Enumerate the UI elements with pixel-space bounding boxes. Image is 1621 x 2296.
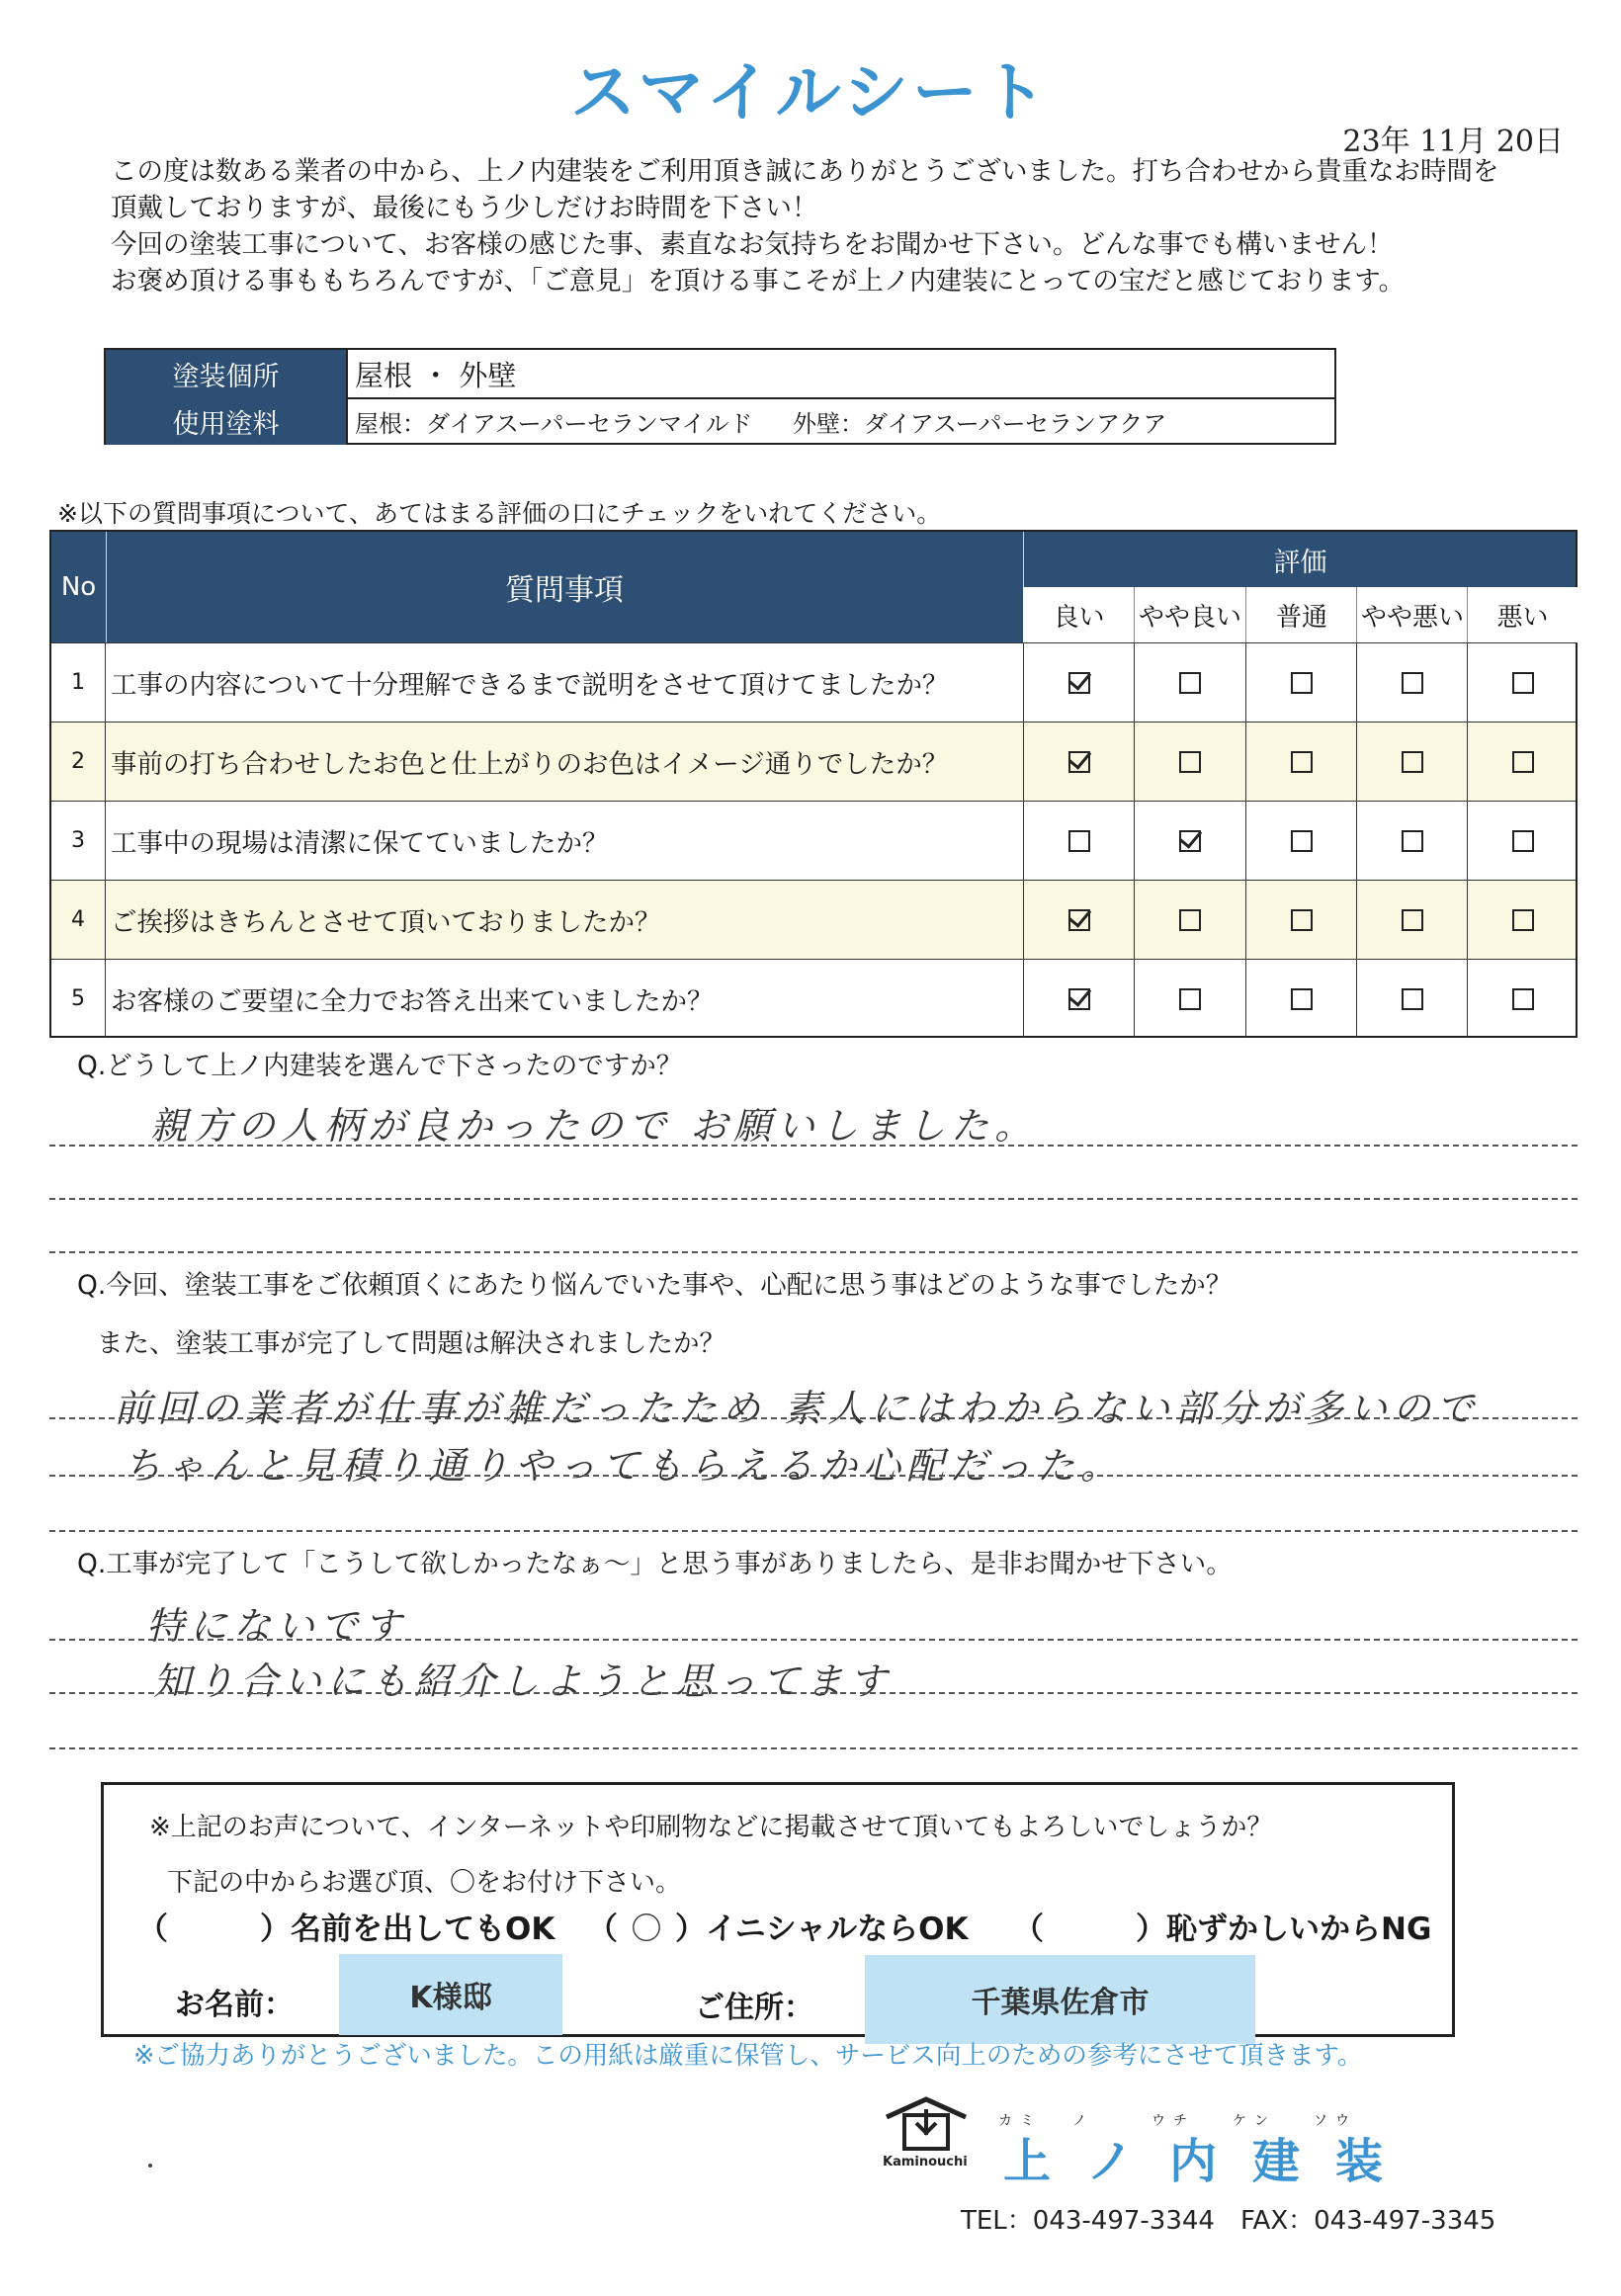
company-name: 上ノ内建装 [1003,2134,1419,2189]
rating-cell [1467,881,1578,959]
answer-line [49,1692,1578,1694]
paint-location-row [106,350,1334,399]
survey-table [49,530,1578,1038]
selected-circle-mark: 〇 [631,1912,662,1947]
contact-info: TEL：043-497-3344 FAX：043-497-3345 [961,2206,1496,2236]
question-text: お客様のご要望に全力でお答え出来ていましたか？ [111,986,714,1017]
answer-line [49,1530,1578,1532]
option-ng[interactable]: （ ）恥ずかしいからNG [1013,1912,1432,1947]
rating-label: やや悪い [1356,587,1468,642]
date: 23年 11月 20日 [1342,125,1564,159]
rating-cell [1245,643,1356,722]
rating-cell [1023,960,1134,1038]
intro-line: お褒め頂ける事ももちろんですが、「ご意見」を頂ける事こそが上ノ内建装にとっての宝だと感じております。 [111,266,1406,297]
row-number: 1 [51,643,106,722]
rating-cell [1245,802,1356,880]
paint-info-table [104,348,1336,445]
checkbox[interactable] [1179,672,1201,694]
paint-roof-value: 屋根：ダイアスーパーセランマイルド [355,409,753,438]
rating-cell [1467,960,1578,1038]
checkbox[interactable] [1512,988,1534,1010]
name-value: K様邸 [339,1954,562,2035]
checked-checkbox[interactable] [1068,751,1090,773]
checkbox[interactable] [1291,751,1313,773]
kana-char: チ [1173,2113,1187,2129]
rating-cell [1467,802,1578,880]
q1-answer: 親方の人柄が良かったので お願いしました。 [150,1104,1039,1148]
rating-cell [1356,802,1467,880]
thanks-note: ※ご協力ありがとうございました。この用紙は厳重に保管し、サービス向上のための参考にさせて頂きます。 [133,2041,1363,2071]
question-text: 事前の打ち合わせしたお色と仕上がりのお色はイメージ通りでしたか？ [111,749,949,780]
rating-cell [1356,881,1467,959]
paint-location-value: 屋根 ・ 外壁 [355,358,517,392]
checkbox[interactable] [1402,830,1423,852]
rating-cell [1023,881,1134,959]
rating-cell [1134,960,1244,1038]
checked-checkbox[interactable] [1068,988,1090,1010]
checkbox[interactable] [1291,672,1313,694]
kana-char: ウ [1335,2113,1349,2129]
survey-row [51,722,1576,801]
checked-checkbox[interactable] [1068,909,1090,931]
question-header: 質問事項 [106,532,1024,642]
kana-char: カ [998,2113,1012,2129]
answer-line [49,1198,1578,1200]
address-value: 千葉県佐倉市 [865,1955,1255,2044]
rating-cell [1467,723,1578,801]
checkbox[interactable] [1291,909,1313,931]
kana-char: ノ [1072,2113,1086,2129]
rating-cell [1356,960,1467,1038]
kana-char: ウ [1152,2113,1165,2129]
company-logo-icon [883,2095,970,2153]
logo-text: Kaminouchi [883,2155,968,2169]
consent-instruction: 下記の中からお選び頂、〇をお付け下さい。 [167,1868,682,1898]
checkbox[interactable] [1512,672,1534,694]
row-number: 3 [51,802,106,880]
option-name-ok[interactable]: （ ）名前を出してもOK [137,1912,555,1947]
consent-box [101,1782,1455,2037]
kana-char: ミ [1020,2113,1034,2129]
checked-checkbox[interactable] [1068,672,1090,694]
checkbox[interactable] [1068,830,1090,852]
checked-checkbox[interactable] [1179,830,1201,852]
question-text: 工事の内容について十分理解できるまで説明をさせて頂けてましたか？ [111,670,949,701]
answer-line [49,1639,1578,1641]
survey-row [51,959,1576,1038]
answer-line [49,1475,1578,1477]
rating-cell [1023,643,1134,722]
no-header: No [51,532,107,642]
rating-label: やや良い [1134,587,1245,642]
checkbox[interactable] [1512,909,1534,931]
checkbox[interactable] [1512,751,1534,773]
q3-label: Q.工事が完了して「こうして欲しかったなぁ～」と思う事がありましたら、是非お聞かせ下さい。 [77,1549,1233,1579]
q2-label: Q.今回、塗装工事をご依頼頂くにあたり悩んでいた事や、心配に思う事はどのような事でしたか？ [77,1270,1233,1301]
checkbox[interactable] [1179,751,1201,773]
checkbox[interactable] [1179,909,1201,931]
survey-row [51,642,1576,722]
rating-cell [1134,881,1244,959]
checkbox[interactable] [1402,672,1423,694]
rating-cell [1134,802,1244,880]
answer-line [49,1145,1578,1147]
checkbox[interactable] [1291,988,1313,1010]
answer-line [49,1417,1578,1419]
survey-header [51,532,1576,642]
rating-cell [1467,643,1578,722]
name-label: お名前： [175,1988,294,2022]
q2-label-2: また、塗装工事が完了して問題は解決されましたか？ [97,1328,725,1359]
rating-cell [1023,802,1134,880]
rating-cell [1356,643,1467,722]
q1-label: Q.どうして上ノ内建装を選んで下さったのですか？ [77,1051,683,1081]
question-text: ご挨拶はきちんとさせて頂いておりましたか？ [111,907,661,938]
rating-cell [1134,723,1244,801]
rating-label: 普通 [1245,587,1357,642]
checkbox[interactable] [1179,988,1201,1010]
survey-row [51,880,1576,959]
evaluation-header: 評価 [1273,547,1327,578]
intro-line: この度は数ある業者の中から、上ノ内建装をご利用頂き誠にありがとうございました。打ち合わせから貴重なお時間を [111,156,1499,187]
option-initial-text: ）イニシャルならOK [675,1912,969,1947]
row-number: 4 [51,881,106,959]
kana-char: ン [1254,2113,1268,2129]
rating-cell [1245,723,1356,801]
kana-char: ソ [1314,2113,1327,2129]
q2-answer-2: ちゃんと見積り通りやってもらえるか心配だった。 [124,1444,1125,1488]
rating-label: 悪い [1467,587,1578,642]
rating-cell [1023,723,1134,801]
q2-answer-1: 前回の業者が仕事が雑だったため 素人にはわからない部分が多いので [114,1387,1481,1430]
paint-material-label: 使用塗料 [106,397,348,445]
rating-labels [1023,587,1578,642]
survey-instruction: ※以下の質問事項について、あてはまる評価の口にチェックをいれてください。 [57,499,942,528]
paint-wall-value: 外壁：ダイアスーパーセランアクア [793,409,1167,438]
intro-text [111,153,1524,299]
checkbox[interactable] [1402,909,1423,931]
checkbox[interactable] [1402,751,1423,773]
rating-label: 良い [1053,602,1105,633]
checkbox[interactable] [1512,830,1534,852]
sheet-title: スマイルシート [570,54,1051,130]
rating-cell [1245,960,1356,1038]
row-number: 2 [51,723,106,801]
option-initial-ok[interactable] [587,1904,969,1948]
address-label: ご住所： [695,1991,813,2025]
rating-cell [1134,643,1244,722]
rating-cell [1356,723,1467,801]
survey-row [51,801,1576,880]
option-initial-open: （ [587,1912,618,1947]
consent-question: ※上記のお声について、インターネットや印刷物などに掲載させて頂いてもよろしいでしょうか？ [149,1813,1273,1842]
intro-line: 頂戴しておりますが、最後にもう少しだけお時間を下さい！ [111,193,818,223]
answer-line [49,1747,1578,1749]
kana-char: ケ [1233,2113,1246,2129]
q3-answer-2: 知り合いにも紹介しようと思ってます [153,1659,894,1703]
q3-answer-1: 特にないです [146,1604,408,1648]
intro-line: 今回の塗装工事について、お客様の感じた事、素直なお気持ちをお聞かせ下さい。どんな事でも構いません！ [111,229,1394,260]
row-number: 5 [51,960,106,1038]
answer-line [49,1251,1578,1253]
paint-location-label: 塗装個所 [106,350,348,397]
checkbox[interactable] [1402,988,1423,1010]
checkbox[interactable] [1291,830,1313,852]
stray-mark [148,2164,152,2168]
rating-cell [1245,881,1356,959]
paint-material-row [106,397,1334,445]
question-text: 工事中の現場は清潔に保てていましたか？ [111,828,609,859]
